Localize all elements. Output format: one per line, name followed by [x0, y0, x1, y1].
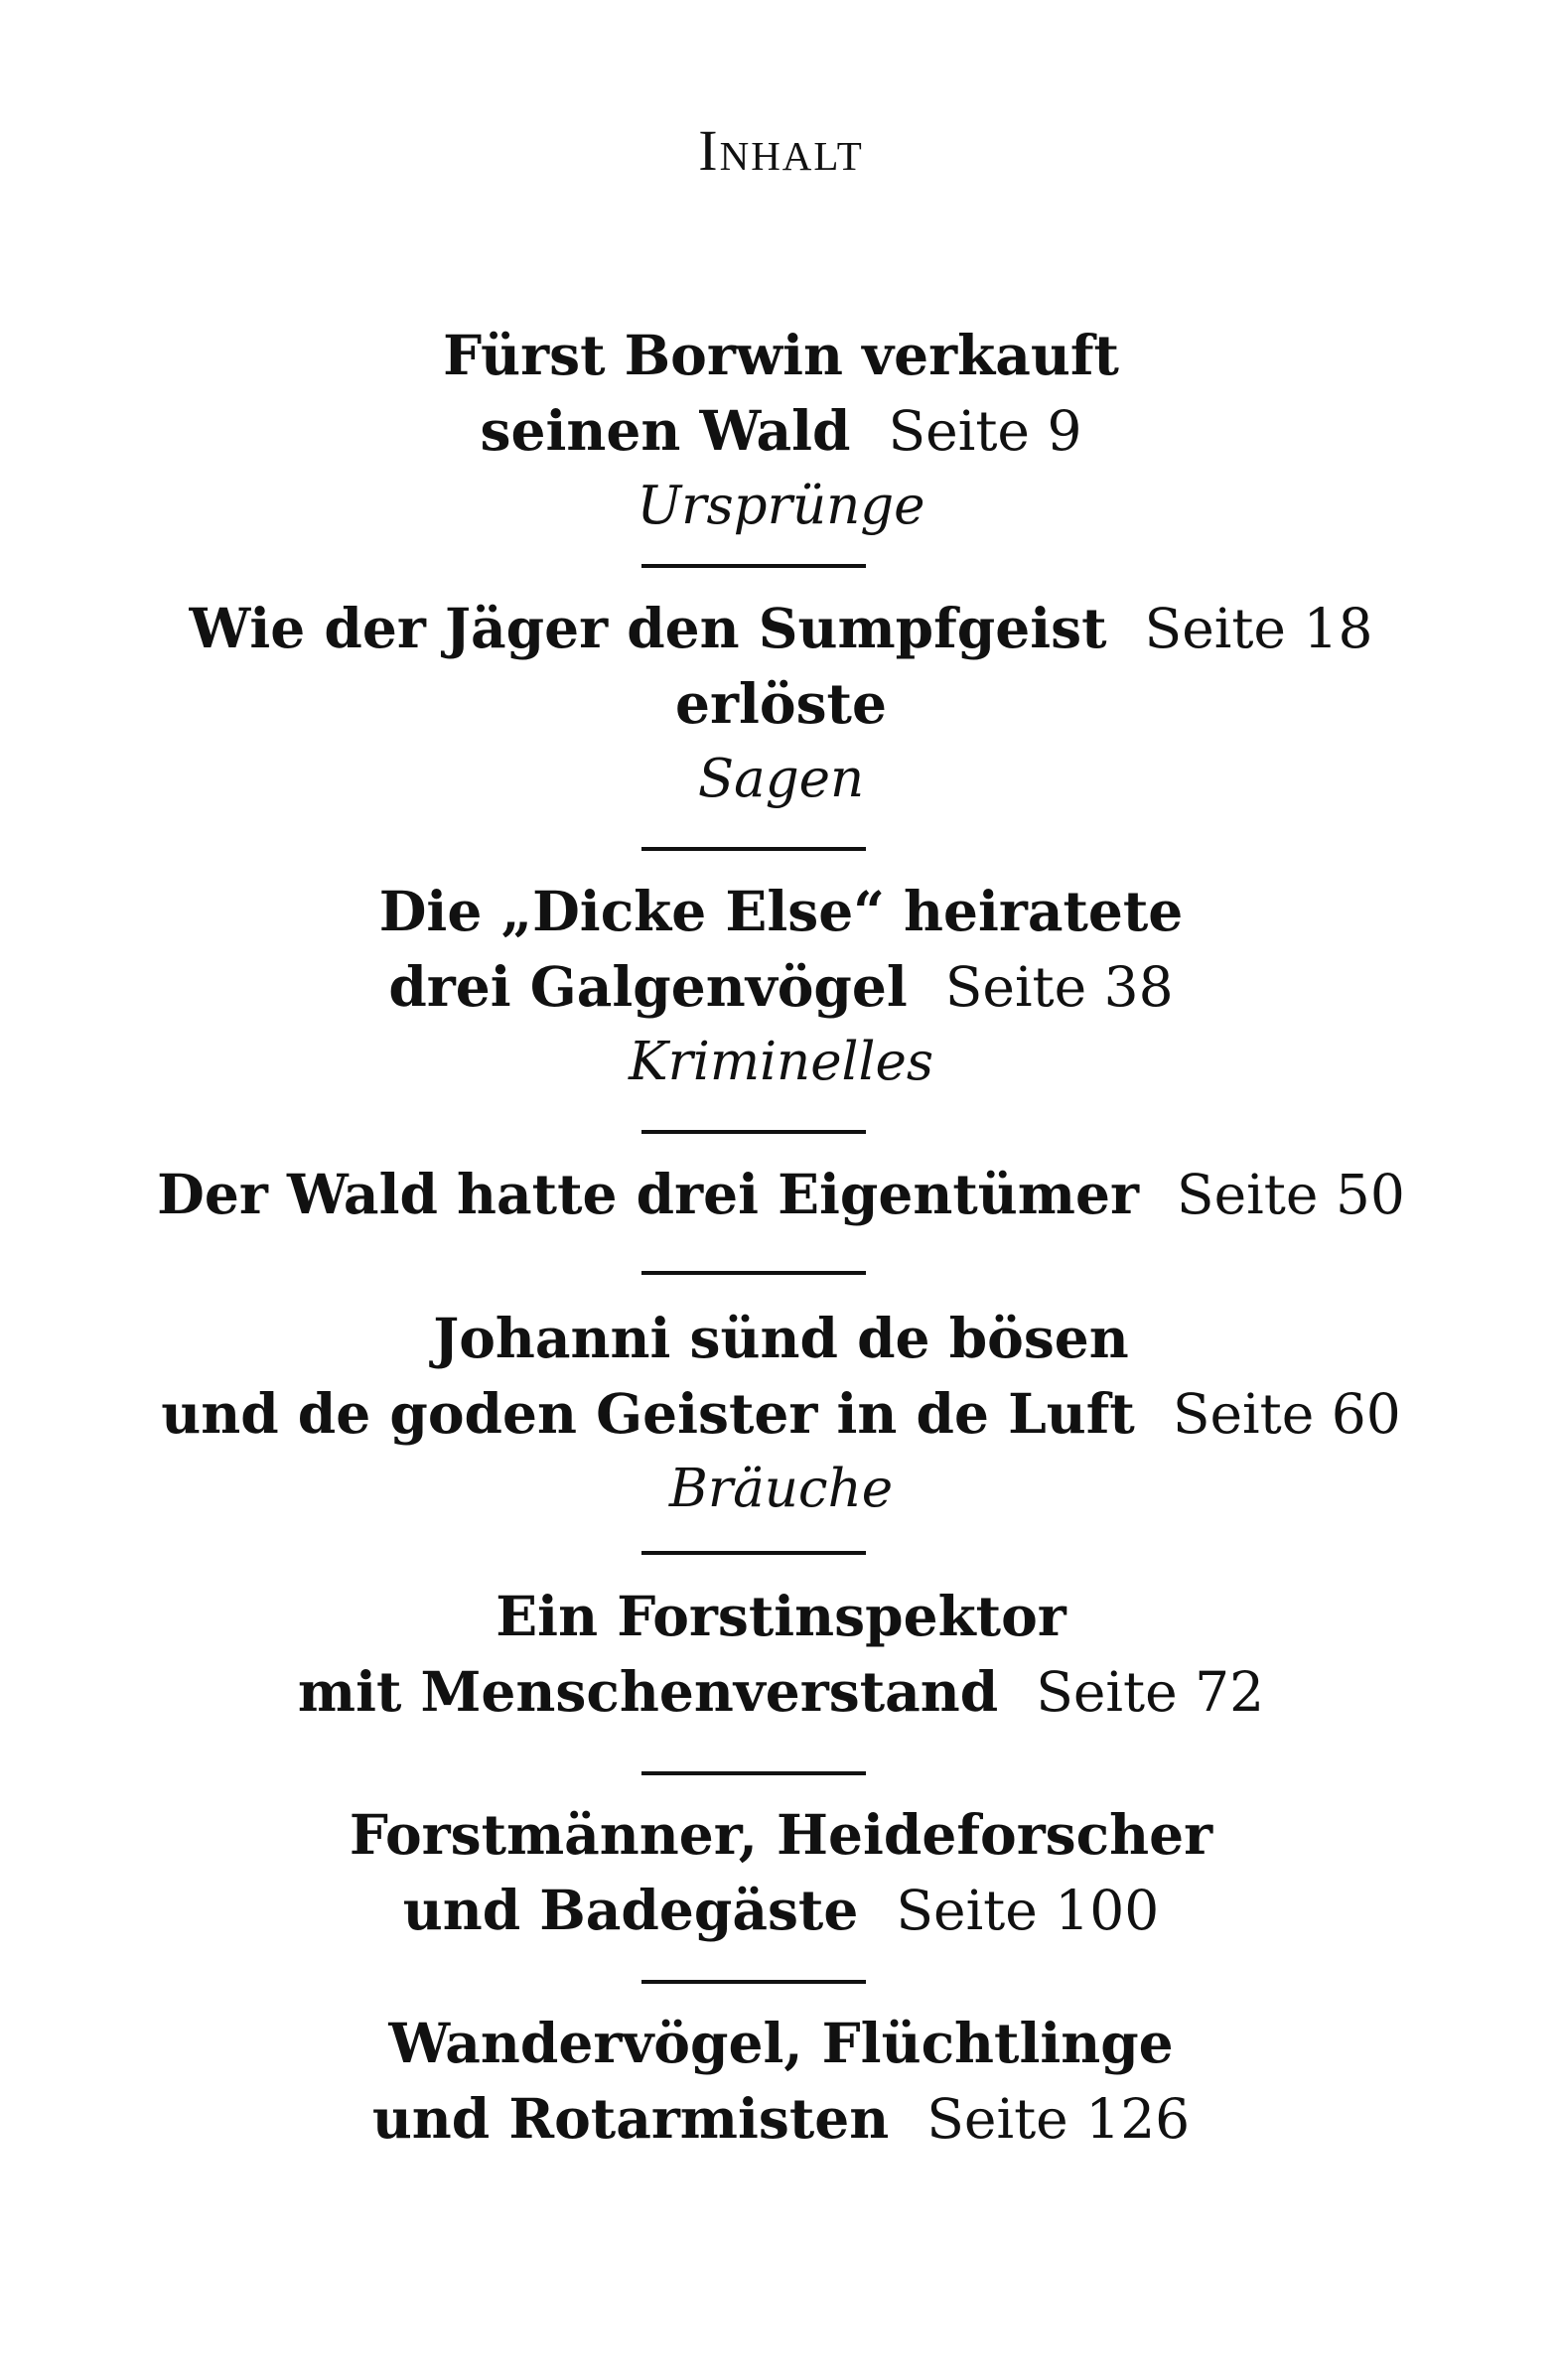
toc-entry-title-line	[0, 949, 1562, 1025]
toc-entry-category: Kriminelles	[628, 1032, 934, 1092]
toc-entry-title-line	[0, 2081, 1562, 2157]
toc-page-number: Seite 38	[944, 955, 1174, 1019]
toc-entry-category: Sagen	[697, 749, 865, 809]
page-title: Inhalt	[698, 118, 864, 183]
toc-entry-title-line	[0, 666, 1562, 742]
toc-entry-title: und Rotarmisten	[371, 2086, 890, 2151]
section-divider	[641, 1980, 866, 1984]
toc-entry[interactable]	[0, 1157, 1562, 1232]
toc-page-number: Seite 18	[1144, 597, 1373, 660]
toc-entry-title: Fürst Borwin verkauft	[443, 323, 1119, 387]
toc-entry-category: Bräuche	[668, 1459, 894, 1519]
toc-entry-title: drei Galgenvögel	[388, 954, 908, 1019]
toc-entry[interactable]	[0, 2006, 1562, 2157]
toc-entry[interactable]	[0, 1301, 1562, 1527]
section-divider	[641, 1271, 866, 1275]
toc-page-number: Seite 50	[1176, 1163, 1405, 1226]
section-divider	[641, 1130, 866, 1134]
toc-page-number: Seite 126	[926, 2087, 1191, 2151]
section-divider	[641, 1551, 866, 1555]
toc-entry-title-line	[0, 1797, 1562, 1873]
toc-entry-title: Wie der Jäger den Sumpfgeist	[189, 596, 1107, 660]
toc-entry-title-line	[0, 2006, 1562, 2081]
section-divider	[641, 1771, 866, 1775]
toc-entry[interactable]	[0, 1579, 1562, 1730]
toc-entry-title: Johanni sünd de bösen	[433, 1306, 1129, 1370]
toc-entry-title: Forstmänner, Heideforscher	[349, 1802, 1213, 1867]
toc-entry[interactable]	[0, 1797, 1562, 1948]
toc-entry-title: und de goden Geister in de Luft	[161, 1381, 1135, 1446]
toc-entry-title-line	[0, 393, 1562, 469]
section-divider	[641, 564, 866, 568]
toc-entry-title-line	[0, 591, 1562, 666]
toc-entry-category: Ursprünge	[637, 476, 925, 536]
toc-entry-title-line	[0, 318, 1562, 393]
toc-entry-title: mit Menschenverstand	[297, 1659, 999, 1724]
section-divider	[641, 847, 866, 851]
toc-page-number: Seite 60	[1172, 1382, 1401, 1446]
toc-entry[interactable]	[0, 318, 1562, 544]
toc-entry-title-line	[0, 1157, 1562, 1232]
toc-entry-title-line	[0, 1376, 1562, 1452]
toc-entry-title: und Badegäste	[402, 1878, 859, 1942]
toc-entry-title-line	[0, 1654, 1562, 1730]
toc-page-number: Seite 100	[896, 1879, 1160, 1942]
toc-entry-title: Ein Forstinspektor	[496, 1584, 1066, 1648]
toc-entry-title: seinen Wald	[480, 398, 851, 463]
toc-entry-title: Der Wald hatte drei Eigentümer	[157, 1162, 1139, 1226]
toc-entry-title-line	[0, 1301, 1562, 1376]
toc-entry-title-line	[0, 1579, 1562, 1654]
toc-entry-title: erlöste	[675, 671, 887, 736]
toc-entry-title: Die „Dicke Else“ heiratete	[378, 879, 1184, 943]
toc-page-number: Seite 72	[1036, 1660, 1265, 1724]
toc-entry-title-line	[0, 874, 1562, 949]
toc-entry[interactable]	[0, 874, 1562, 1100]
toc-entry-title: Wandervögel, Flüchtlinge	[388, 2011, 1174, 2075]
toc-entry-title-line	[0, 1873, 1562, 1948]
toc-page-number: Seite 9	[888, 399, 1082, 463]
toc-entry[interactable]	[0, 591, 1562, 817]
